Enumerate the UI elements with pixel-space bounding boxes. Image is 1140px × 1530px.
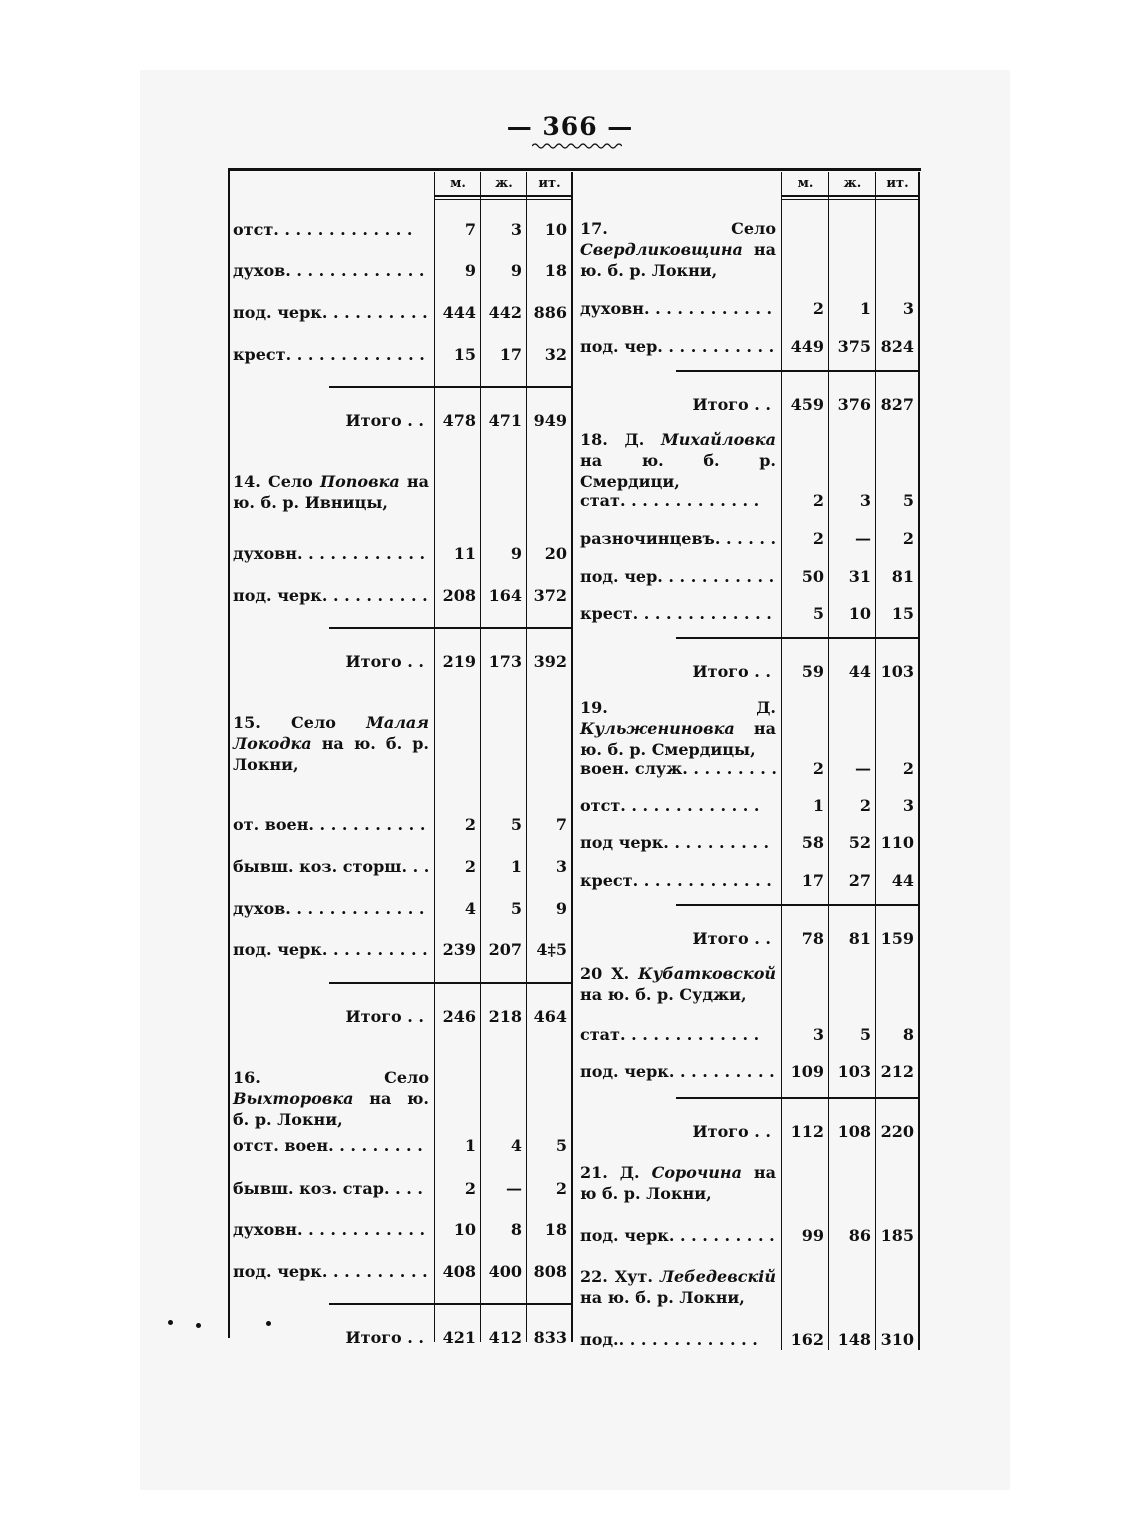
right-cell-m: 58 bbox=[801, 833, 824, 852]
page-number: — 366 — bbox=[506, 112, 634, 141]
left-cell-m: 15 bbox=[453, 345, 476, 364]
right-cell-m: 5 bbox=[812, 604, 824, 623]
right-row-label: стат. . . . bbox=[580, 491, 759, 510]
right-row-label: крест. . . . bbox=[580, 604, 772, 623]
heading-number: 16. Село bbox=[233, 1068, 429, 1087]
right-cell-it: 81 bbox=[891, 567, 914, 586]
left-cell-it: 4‡5 bbox=[536, 940, 567, 959]
left-cell-m: 478 bbox=[442, 411, 476, 430]
heading-location: на ю. б. р. Локни, bbox=[233, 1089, 429, 1129]
left-cell-zh: 218 bbox=[488, 1007, 522, 1026]
right-row-label: воен. служ. . . . bbox=[580, 759, 776, 778]
left-cell-it: 464 bbox=[533, 1007, 567, 1026]
heading-number: 20 Х. bbox=[580, 964, 639, 983]
left-cell-zh: 9 bbox=[510, 544, 522, 563]
left-cell-m: 408 bbox=[442, 1262, 476, 1281]
left-row-label-box bbox=[233, 543, 429, 564]
right-cell-it: 2 bbox=[902, 759, 914, 778]
right-village-heading bbox=[580, 1266, 776, 1308]
right-cell-it: 2 bbox=[902, 529, 914, 548]
left-header-m: м. bbox=[450, 176, 466, 191]
left-village-heading bbox=[233, 1067, 429, 1130]
right-cell-zh: 5 bbox=[859, 1025, 871, 1044]
right-cell-it: 15 bbox=[891, 604, 914, 623]
right-cell-it: 8 bbox=[902, 1025, 914, 1044]
heading-location: на ю. б. р. Локни, bbox=[580, 240, 776, 280]
left-row-label-box bbox=[233, 219, 429, 240]
left-cell-it: 372 bbox=[533, 586, 567, 605]
right-row-label: отст. . . . bbox=[580, 796, 760, 815]
left-cell-zh: 412 bbox=[488, 1328, 522, 1347]
right-cell-zh: 103 bbox=[837, 1062, 871, 1081]
left-row-label: отст. . . . bbox=[233, 220, 413, 239]
left-cell-m: 10 bbox=[453, 1220, 476, 1239]
heading-number: 18. Д. bbox=[580, 430, 662, 449]
left-cell-m: 444 bbox=[442, 303, 476, 322]
heading-location: на ю. б. р. Локни, bbox=[580, 1288, 745, 1307]
right-row-label-box bbox=[580, 795, 776, 816]
right-row-label: под. черк. . . . bbox=[580, 1226, 776, 1245]
left-cell-it: 5 bbox=[555, 1136, 567, 1155]
left-cell-it: 392 bbox=[533, 652, 567, 671]
village-name: Сорочина bbox=[651, 1163, 742, 1182]
right-cell-zh: 2 bbox=[859, 796, 871, 815]
right-cell-zh: — bbox=[855, 759, 871, 778]
left-row-label: духов. . . . bbox=[233, 899, 425, 918]
right-total-label: Итого . . bbox=[692, 1122, 771, 1141]
right-total-rule bbox=[676, 637, 918, 639]
right-row-label-box bbox=[580, 1225, 776, 1246]
right-cell-m: 59 bbox=[801, 662, 824, 681]
left-row-label: под. черк. . . . bbox=[233, 1262, 429, 1281]
heading-location: на ю б. р. Локни, bbox=[580, 1163, 776, 1203]
right-cell-zh: 3 bbox=[859, 491, 871, 510]
right-village-heading bbox=[580, 963, 776, 1005]
page-number-ornament bbox=[532, 142, 622, 150]
right-cell-m: 78 bbox=[801, 929, 824, 948]
left-row-label: под. черк. . . . bbox=[233, 940, 429, 959]
left-cell-it: 833 bbox=[533, 1328, 567, 1347]
left-total-rule bbox=[329, 982, 571, 984]
right-cell-zh: 108 bbox=[837, 1122, 871, 1141]
left-row-label: под. черк. . . . bbox=[233, 303, 429, 322]
left-cell-zh: 17 bbox=[499, 345, 522, 364]
left-column-rule bbox=[571, 172, 573, 1342]
right-village-heading bbox=[580, 697, 776, 760]
left-cell-it: 32 bbox=[544, 345, 567, 364]
right-cell-zh: 375 bbox=[837, 337, 871, 356]
left-header-underline bbox=[434, 195, 571, 197]
print-speck bbox=[168, 1320, 173, 1325]
left-cell-m: 1 bbox=[464, 1136, 476, 1155]
right-village-heading bbox=[580, 218, 776, 281]
right-row-label: под. черк. . . . bbox=[580, 1062, 776, 1081]
right-row-label-box bbox=[580, 1024, 776, 1045]
right-row-label-box bbox=[580, 870, 776, 891]
left-row-label: духов. . . . bbox=[233, 261, 425, 280]
left-total-label: Итого . . bbox=[345, 1328, 424, 1347]
left-row-label: бывш. коз. сторш. . . . . bbox=[233, 857, 429, 876]
left-cell-zh: 207 bbox=[488, 940, 522, 959]
right-cell-it: 3 bbox=[902, 796, 914, 815]
table-top-border bbox=[228, 168, 921, 171]
left-cell-zh: 400 bbox=[488, 1262, 522, 1281]
left-row-label-box bbox=[233, 344, 429, 365]
left-cell-m: 2 bbox=[464, 815, 476, 834]
right-cell-zh: 10 bbox=[848, 604, 871, 623]
left-cell-m: 208 bbox=[442, 586, 476, 605]
left-cell-m: 2 bbox=[464, 857, 476, 876]
village-name: Свердликовщина bbox=[580, 240, 743, 259]
right-row-label-box bbox=[580, 603, 776, 624]
left-cell-zh: 442 bbox=[488, 303, 522, 322]
left-cell-m: 421 bbox=[442, 1328, 476, 1347]
left-cell-m: 11 bbox=[453, 544, 476, 563]
left-row-label-box bbox=[233, 898, 429, 919]
right-header-it: ит. bbox=[886, 176, 909, 191]
right-cell-m: 112 bbox=[790, 1122, 824, 1141]
left-row-label: духовн. . . . bbox=[233, 544, 429, 563]
left-cell-zh: — bbox=[506, 1179, 522, 1198]
left-cell-it: 18 bbox=[544, 1220, 567, 1239]
left-cell-it: 7 bbox=[555, 815, 567, 834]
left-total-rule bbox=[329, 627, 571, 629]
left-row-label-box bbox=[233, 1135, 429, 1156]
left-row-label-box bbox=[233, 585, 429, 606]
right-cell-m: 2 bbox=[812, 529, 824, 548]
left-cell-it: 9 bbox=[555, 899, 567, 918]
left-row-label: духовн. . . . bbox=[233, 1220, 429, 1239]
left-cell-m: 246 bbox=[442, 1007, 476, 1026]
right-row-label: духовн. . . . bbox=[580, 299, 776, 318]
left-cell-m: 2 bbox=[464, 1179, 476, 1198]
left-column-rule bbox=[480, 172, 481, 1342]
right-cell-zh: 1 bbox=[859, 299, 871, 318]
left-row-label: от. воен. . . . bbox=[233, 815, 429, 834]
right-cell-m: 109 bbox=[790, 1062, 824, 1081]
left-row-label: под. черк. . . . bbox=[233, 586, 429, 605]
right-cell-zh: 52 bbox=[848, 833, 871, 852]
right-cell-zh: 376 bbox=[837, 395, 871, 414]
village-name: Кульжениновка bbox=[580, 719, 735, 738]
heading-number: 14. Село bbox=[233, 472, 320, 491]
left-cell-it: 808 bbox=[533, 1262, 567, 1281]
right-cell-it: 5 bbox=[902, 491, 914, 510]
right-total-label: Итого . . bbox=[692, 929, 771, 948]
heading-location: на ю. б. р. Суджи, bbox=[580, 985, 747, 1004]
right-row-label-box bbox=[580, 1329, 776, 1350]
left-cell-zh: 164 bbox=[488, 586, 522, 605]
right-cell-it: 159 bbox=[880, 929, 914, 948]
left-cell-it: 10 bbox=[544, 220, 567, 239]
left-row-label-box bbox=[233, 302, 429, 323]
left-village-heading bbox=[233, 471, 429, 513]
heading-number: 17. Село bbox=[580, 219, 776, 238]
right-row-label-box bbox=[580, 298, 776, 319]
right-cell-m: 17 bbox=[801, 871, 824, 890]
right-header-underline-2 bbox=[781, 199, 918, 200]
left-cell-zh: 5 bbox=[510, 899, 522, 918]
right-row-label: под. чер. . . . bbox=[580, 337, 776, 356]
left-cell-zh: 9 bbox=[510, 261, 522, 280]
left-cell-it: 3 bbox=[555, 857, 567, 876]
village-name: Кубатковской bbox=[638, 964, 776, 983]
right-row-label-box bbox=[580, 528, 776, 549]
left-cell-m: 239 bbox=[442, 940, 476, 959]
right-row-label-box bbox=[580, 832, 776, 853]
right-column-rule bbox=[781, 172, 782, 1350]
right-header-underline bbox=[781, 195, 918, 197]
right-cell-zh: 86 bbox=[848, 1226, 871, 1245]
left-column-rule bbox=[434, 172, 435, 1342]
right-cell-it: 3 bbox=[902, 299, 914, 318]
left-header-zh: ж. bbox=[495, 176, 513, 191]
left-cell-zh: 471 bbox=[488, 411, 522, 430]
left-cell-it: 20 bbox=[544, 544, 567, 563]
heading-number: 15. Село bbox=[233, 713, 367, 732]
left-row-label-box bbox=[233, 1219, 429, 1240]
right-cell-m: 3 bbox=[812, 1025, 824, 1044]
left-cell-m: 9 bbox=[464, 261, 476, 280]
right-cell-it: 220 bbox=[880, 1122, 914, 1141]
right-total-rule bbox=[676, 370, 918, 372]
left-cell-it: 949 bbox=[533, 411, 567, 430]
heading-location: на ю. б. р. Смердици, bbox=[580, 451, 776, 491]
left-cell-m: 219 bbox=[442, 652, 476, 671]
left-cell-zh: 173 bbox=[488, 652, 522, 671]
left-header-it: ит. bbox=[538, 176, 561, 191]
right-cell-m: 2 bbox=[812, 299, 824, 318]
left-cell-it: 18 bbox=[544, 261, 567, 280]
right-cell-zh: 44 bbox=[848, 662, 871, 681]
right-cell-zh: 31 bbox=[848, 567, 871, 586]
left-cell-zh: 1 bbox=[510, 857, 522, 876]
right-row-label-box bbox=[580, 758, 776, 779]
right-row-label-box bbox=[580, 490, 776, 511]
left-row-label-box bbox=[233, 260, 429, 281]
heading-number: 22. Хут. bbox=[580, 1267, 660, 1286]
right-row-label: крест. . . . bbox=[580, 871, 772, 890]
left-total-label: Итого . . bbox=[345, 1007, 424, 1026]
left-cell-zh: 4 bbox=[510, 1136, 522, 1155]
right-cell-it: 103 bbox=[880, 662, 914, 681]
left-row-label-box bbox=[233, 1178, 429, 1199]
heading-location: на ю. б. р. Ивницы, bbox=[233, 472, 429, 512]
right-cell-it: 310 bbox=[880, 1330, 914, 1349]
right-total-rule bbox=[676, 1097, 918, 1099]
right-village-heading bbox=[580, 1162, 776, 1204]
print-speck bbox=[196, 1323, 201, 1328]
left-row-label-box bbox=[233, 939, 429, 960]
right-row-label: разночинцевъ. . . . bbox=[580, 529, 776, 548]
right-cell-it: 185 bbox=[880, 1226, 914, 1245]
village-name: Выхторовка bbox=[233, 1089, 354, 1108]
left-cell-zh: 3 bbox=[510, 220, 522, 239]
village-name: Поповка bbox=[319, 472, 400, 491]
right-total-label: Итого . . bbox=[692, 662, 771, 681]
right-village-heading bbox=[580, 429, 776, 492]
right-cell-it: 824 bbox=[880, 337, 914, 356]
right-cell-m: 2 bbox=[812, 491, 824, 510]
right-total-label: Итого . . bbox=[692, 395, 771, 414]
right-cell-m: 99 bbox=[801, 1226, 824, 1245]
left-row-label-box bbox=[233, 1261, 429, 1282]
table-left-border bbox=[228, 168, 230, 1338]
right-row-label: стат. . . . bbox=[580, 1025, 759, 1044]
right-cell-zh: 148 bbox=[837, 1330, 871, 1349]
right-cell-m: 1 bbox=[812, 796, 824, 815]
village-name: Малая Локодка bbox=[233, 713, 429, 753]
left-cell-zh: 8 bbox=[510, 1220, 522, 1239]
left-row-label: крест. . . . bbox=[233, 345, 425, 364]
left-total-rule bbox=[329, 1303, 571, 1305]
right-cell-zh: — bbox=[855, 529, 871, 548]
heading-number: 19. Д. bbox=[580, 698, 776, 717]
right-header-m: м. bbox=[797, 176, 814, 191]
right-row-label-box bbox=[580, 336, 776, 357]
village-name: Михайловка bbox=[661, 430, 776, 449]
right-cell-it: 212 bbox=[880, 1062, 914, 1081]
right-header-zh: ж. bbox=[843, 176, 862, 191]
right-cell-it: 827 bbox=[880, 395, 914, 414]
left-village-heading bbox=[233, 712, 429, 775]
heading-location: на ю. б. р. Локни, bbox=[233, 734, 429, 774]
left-cell-it: 2 bbox=[555, 1179, 567, 1198]
right-column-rule bbox=[918, 172, 920, 1350]
right-row-label-box bbox=[580, 566, 776, 587]
left-row-label: бывш. коз. стар. . . . bbox=[233, 1179, 429, 1198]
left-total-rule bbox=[329, 386, 571, 388]
right-row-label: под. чер. . . . bbox=[580, 567, 776, 586]
right-cell-it: 44 bbox=[891, 871, 914, 890]
heading-location: на ю. б. р. Смердицы, bbox=[580, 719, 776, 759]
left-header-underline-2 bbox=[434, 199, 571, 200]
right-row-label-box bbox=[580, 1061, 776, 1082]
right-cell-zh: 81 bbox=[848, 929, 871, 948]
left-row-label-box bbox=[233, 814, 429, 835]
right-cell-m: 162 bbox=[790, 1330, 824, 1349]
right-cell-zh: 27 bbox=[848, 871, 871, 890]
heading-number: 21. Д. bbox=[580, 1163, 652, 1182]
right-row-label: под черк. . . . bbox=[580, 833, 776, 852]
left-cell-it: 886 bbox=[533, 303, 567, 322]
left-cell-m: 4 bbox=[464, 899, 476, 918]
right-row-label: под.. . . . bbox=[580, 1330, 758, 1349]
right-total-rule bbox=[676, 904, 918, 906]
left-total-label: Итого . . bbox=[345, 652, 424, 671]
left-total-label: Итого . . bbox=[345, 411, 424, 430]
right-cell-m: 50 bbox=[801, 567, 824, 586]
right-cell-it: 110 bbox=[880, 833, 914, 852]
left-cell-zh: 5 bbox=[510, 815, 522, 834]
right-cell-m: 2 bbox=[812, 759, 824, 778]
right-column-rule bbox=[828, 172, 829, 1350]
left-row-label: отст. воен. . . . bbox=[233, 1136, 429, 1155]
right-cell-m: 459 bbox=[790, 395, 824, 414]
print-speck bbox=[266, 1321, 271, 1326]
left-cell-m: 7 bbox=[464, 220, 476, 239]
village-name: Лебедевскій bbox=[659, 1267, 776, 1286]
right-cell-m: 449 bbox=[790, 337, 824, 356]
left-row-label-box bbox=[233, 856, 429, 877]
